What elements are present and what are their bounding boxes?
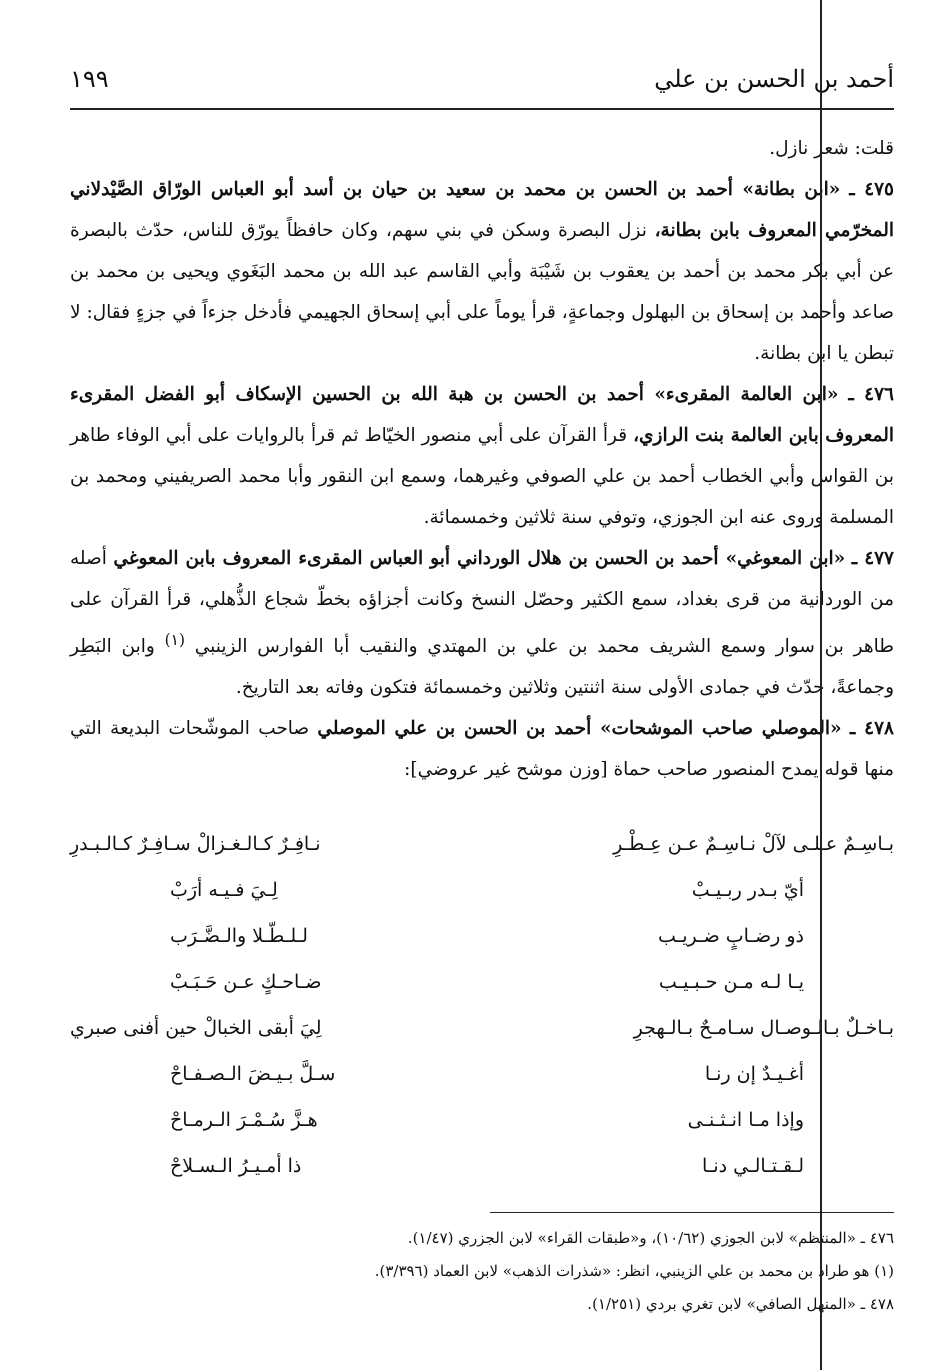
page-number: ١٩٩ [70,65,109,93]
page-header [70,62,894,104]
verse-right-half: بـاخـلٌ بـالـوصـال سـامـحٌ بـالـهجرِ [633,1017,894,1039]
footnote: ٤٧٦ ـ «المنتظم» لابن الجوزي (١٠/٦٢)، و«طبقات القراء» لابن الجزري (١/٤٧). [407,1229,894,1247]
footnote: ٤٧٨ ـ «المنهل الصافي» لابن تغري بردي (١/٢٥١). [587,1295,894,1313]
entry-475 [70,169,894,374]
verse-right-half: ذو رضـابٍ ضـريـب [658,925,804,947]
verse-right-half: وإذا مـا انـثـنـى [687,1109,804,1131]
poem-verse [70,826,894,872]
entry-text: أصله من الوردانية من قرى بغداد، سمع الكثير وحصّل النسخ وكانت أجزاؤه بخطّ شجاع الذُّهلي، قرأ القرآن على طاهر بن سوار وسمع الشريف محمد بن علي بن المهتدي والنقيب أبا الفوارس الزينبي [70,548,894,658]
entry-number: ٤٧٥ ـ [849,179,894,200]
footnote-reference[interactable]: (١) [164,631,185,649]
footnote-divider [490,1212,894,1213]
verse-left-half: نـافِـرٌ كـالـغـزالْ سـافِـرٌ كـالـبـدرِ [70,833,321,855]
verse-left-half: لِـيَ فـيـه أرَبْ [170,879,278,901]
entry-477 [70,538,894,708]
poem-verse [70,918,894,964]
entry-text-continued: وابن البَطِر وجماعةً، حدّث في جمادى الأولى سنة اثنتين وثلاثين وخمسمائة فتكون وفاته بعد التاريخ. [70,636,894,699]
entry-heading: «الموصلي صاحب الموشحات» أحمد بن الحسن بن علي الموصلي [317,718,842,740]
verse-left-half: ذا أمـيـرُ الـسـلاحْ [170,1155,302,1177]
verse-left-half: ضـاحـكٍ عـن حَـبَـبْ [170,971,322,993]
main-text [70,128,894,790]
header-divider [70,108,894,110]
entry-number: ٤٧٧ ـ [851,548,894,569]
entry-number: ٤٧٦ ـ [848,384,894,405]
verse-right-half: لـقـتـالـي دنـا [702,1155,804,1177]
poem-verse [70,1056,894,1102]
entry-text: صاحب الموشّحات البديعة التي منها قوله يمدح المنصور صاحب حماة [وزن موشح غير عروضي]: [70,718,894,781]
poem [70,826,894,1194]
poem-verse [70,1148,894,1194]
verse-right-half: أيّ بـدر ربـيـبْ [691,879,804,901]
entry-text: نزل البصرة وسكن في بني سهم، وكان حافظاً يورّق للناس، حدّث بالبصرة عن أبي بكر محمد بن أحمد بن يعقوب بن شَيْبَة وأبي القاسم عبد الله بن محمد البَغَوي ويحيى بن محمد بن صاعد وأحمد بن إسحاق بن البهلول وجماعةٍ، قرأ يوماً على أبي إسحاق الجهيمي فأدخل جزءاً في جزءٍ فقال: لا تبطن يا ابن بطانة. [70,220,894,364]
entry-478 [70,708,894,790]
intro-line: قلت: شعر نازل. [769,138,894,159]
poem-verse [70,872,894,918]
entry-text: قرأ القرآن على أبي منصور الخيّاط ثم قرأ بالروايات على أبي الوفاء طاهر بن القواس وأبي الخطاب أحمد بن علي الصوفي وغيرهما، وسمع ابن النقور وأبا محمد الصريفيني ومحمد بن المسلمة وروى عنه ابن الجوزي، وتوفي سنة ثلاثين وخمسمائة. [70,425,894,528]
entry-heading: «ابن العالمة المقرىء» أحمد بن الحسن بن هبة الله بن الحسين الإسكاف أبو الفضل المقرىء المعروف بابن العالمة بنت الرازي، [70,384,894,446]
poem-verse [70,1102,894,1148]
verse-right-half: بـاسِـمٌ عـلـى لآلْ نـاسِـمٌ عـن عِـطْـرِ [613,833,894,855]
verse-left-half: هـزَّ سُـمْـرَ الـرمـاحْ [170,1109,318,1131]
footnote: (١) هو طراد بن محمد بن علي الزينبي، انظر: «شذرات الذهب» لابن العماد (٣/٣٩٦). [374,1262,894,1280]
poem-verse [70,964,894,1010]
entry-476 [70,374,894,538]
verse-left-half: لـلـطّـلا والـضَّـرَب [170,925,308,947]
verse-left-half: لِيَ أبقى الخبالْ حين أفنى صبري [70,1017,322,1039]
entry-number: ٤٧٨ ـ [849,718,894,740]
poem-verse [70,1010,894,1056]
verse-right-half: يـا لـه مـن حـبـيـب [658,971,804,993]
verse-left-half: سـلَّ بـيـضَ الـصـفـاحْ [170,1063,336,1085]
entry-heading: «ابن بطانة» أحمد بن الحسن بن محمد بن سعيد بن حيان بن أسد أبو العباس الورّاق الصَّيْدلاني المخرّمي المعروف بابن بطانة، [70,179,894,241]
footnotes [70,1222,894,1321]
running-title: أحمد بن الحسن بن علي [654,65,894,93]
entry-heading: «ابن المعوغي» أحمد بن الحسن بن هلال الورداني أبو العباس المقرىء المعروف بابن المعوغي [113,548,846,569]
scan-margin-line [820,0,822,1370]
verse-right-half: أغـيـدٌ إن رنـا [704,1063,804,1085]
